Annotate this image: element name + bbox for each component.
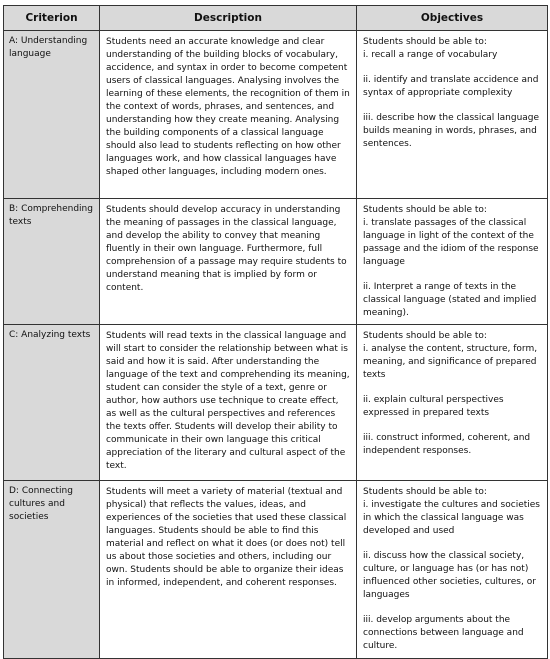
- objective-item: ii. Interpret a range of texts in the classical language (stated and implied meaning).: [363, 282, 537, 318]
- objective-item: i. recall a range of vocabulary: [363, 50, 498, 60]
- objectives-intro: Students should be able to:: [363, 37, 487, 47]
- description-cell: Students should develop accuracy in understanding the meaning of passages in the classical language, and develop the ability to convey that meaning fluently in their own language. Furthermore, full comprehension of a passage may require students to understand meaning that is implied by form or content.: [100, 199, 357, 325]
- objectives-intro: Students should be able to:: [363, 487, 487, 497]
- objective-item: ii. explain cultural perspectives expressed in prepared texts: [363, 395, 504, 418]
- objective-item: i. analyse the content, structure, form, meaning, and significance of prepared texts: [363, 344, 538, 380]
- objectives-cell: [357, 31, 548, 199]
- criterion-cell: A: Understanding language: [4, 31, 100, 199]
- criterion-cell: D: Connecting cultures and societies: [4, 481, 100, 659]
- objectives-intro: Students should be able to:: [363, 331, 487, 341]
- objective-item: iii. describe how the classical language builds meaning in words, phrases, and sentences.: [363, 113, 540, 149]
- table-row: [4, 481, 548, 659]
- description-cell: Students will read texts in the classical language and will start to consider the relationship between what is said and how it is said. After understanding the language of the text and comprehending its meaning, student can consider the style of a text, genre or author, how authors use technique to create effect, as well as the cultural perspectives and references the texts offer. Students will develop their ability to communicate in their own language this critical appreciation of the literary and cultural aspect of the text.: [100, 325, 357, 481]
- objective-item: i. investigate the cultures and societies in which the classical language was developed and used: [363, 500, 540, 536]
- objectives-cell: [357, 481, 548, 659]
- objective-item: ii. discuss how the classical society, culture, or language has (or has not) influenced other societies, cultures, or languages: [363, 551, 536, 600]
- objective-item: ii. identify and translate accidence and syntax of appropriate complexity: [363, 75, 539, 98]
- objective-item: iii. develop arguments about the connections between language and culture.: [363, 615, 524, 651]
- header-objectives: Objectives: [357, 6, 548, 31]
- objective-item: i. translate passages of the classical language in light of the context of the passage and the idiom of the response language: [363, 218, 539, 267]
- description-cell: Students will meet a variety of material (textual and physical) that reflects the values, ideas, and experiences of the societies that used these classical languages. Students should be able to find this material and reflect on what it does (or does not) tell us about those societies and others, including our own. Students should be able to organize their ideas in informed, independent, and coherent responses.: [100, 481, 357, 659]
- criterion-cell: B: Comprehending texts: [4, 199, 100, 325]
- table-row: [4, 31, 548, 199]
- header-criterion: Criterion: [4, 6, 100, 31]
- description-cell: Students need an accurate knowledge and clear understanding of the building blocks of vocabulary, accidence, and syntax in order to become competent users of classical languages. Analysing involves the learning of these elements, the recognition of them in the context of words, phrases, and sentences, and understanding how they create meaning. Analysing the building components of a classical language should also lead to students reflecting on how other languages work, and how classical languages have shaped other languages, including modern ones.: [100, 31, 357, 199]
- table-row: [4, 325, 548, 481]
- criteria-table: [3, 5, 548, 659]
- objectives-intro: Students should be able to:: [363, 205, 487, 215]
- criterion-cell: C: Analyzing texts: [4, 325, 100, 481]
- header-description: Description: [100, 6, 357, 31]
- objective-item: iii. construct informed, coherent, and independent responses.: [363, 433, 531, 456]
- objectives-cell: [357, 199, 548, 325]
- objectives-cell: [357, 325, 548, 481]
- table-row: [4, 199, 548, 325]
- header-row: [4, 6, 548, 31]
